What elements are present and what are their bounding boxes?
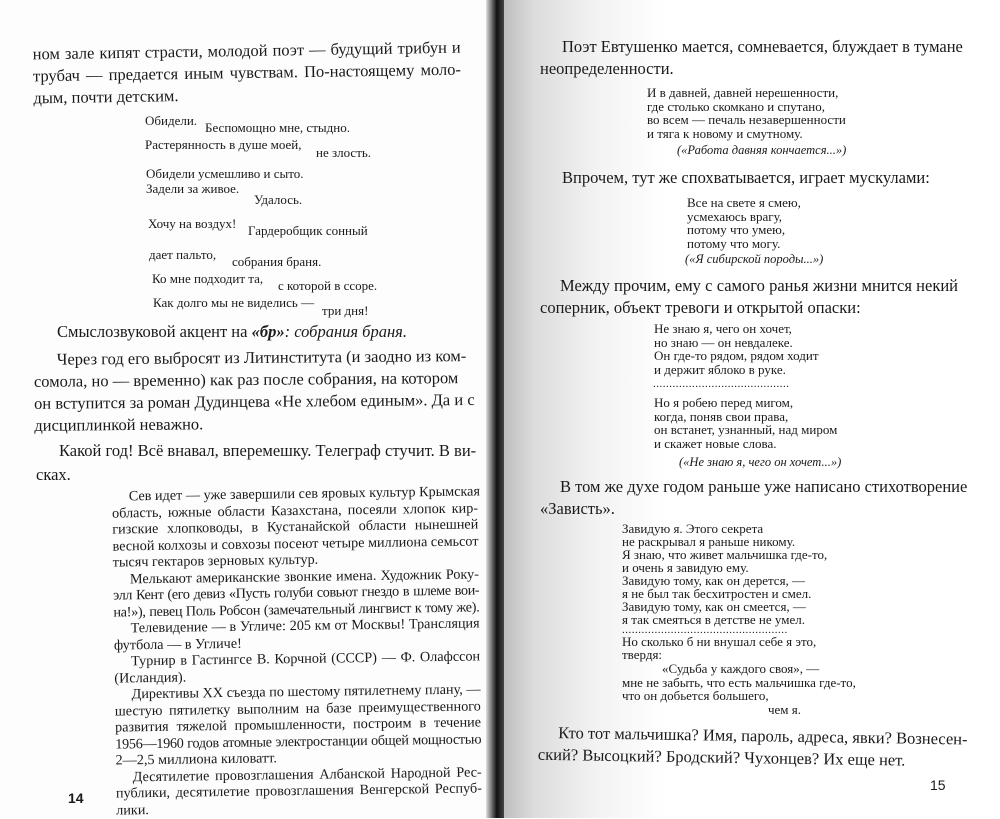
text-line: публики, десятилетие провозглашения Венгерской Респуб-: [115, 780, 483, 802]
poem-line: и очень я завидую ему.: [622, 560, 749, 575]
text-line: лики.: [116, 801, 150, 819]
text-line: ский? Высоцкий? Бродский? Чухонцев? Их еще нет.: [537, 744, 906, 770]
poem-line: дает пальто,: [149, 247, 217, 262]
poem-line: Задели за живое.: [146, 181, 240, 196]
text-line: сках.: [36, 465, 71, 484]
poem-line: Все на свете я смею,: [687, 195, 801, 210]
poem-line: я так смеяться в детстве не умел.: [622, 612, 805, 627]
text-line: футбола — в Угличе!: [113, 635, 242, 654]
poem-line: Он где-то рядом, рядом ходит: [654, 348, 819, 363]
text-line: он вступится за роман Дудинцева «Не хлебом единым». Да и с: [34, 389, 475, 413]
text-line: (Исландия).: [114, 669, 187, 687]
text-line: соперник, объект тревоги и открытой опаски:: [540, 298, 861, 317]
poem-line: Беспомощно мне, стыдно.: [205, 120, 350, 135]
poem-line: твердя:: [622, 647, 663, 662]
poem-line: три дня!: [322, 303, 369, 318]
ellipsis-separator: ..........................................: [653, 378, 790, 390]
paragraph-expelled: [33, 345, 475, 437]
poem-line: но знаю — он невдалеке.: [654, 334, 793, 350]
poem-line: и тяга к новому и смутному.: [647, 125, 803, 141]
text-line: тысяч гектаров зерновых культур.: [112, 551, 319, 571]
poem-line: Я знаю, что живет мальчишка где-то,: [622, 547, 828, 562]
poem-line: что он добьется большего,: [622, 688, 769, 703]
page-number-left: 14: [68, 790, 84, 806]
text-line: Кто тот мальчишка? Имя, пароль, адреса, явки? Вознесен-: [558, 723, 968, 749]
poem-line: во всем — печаль незавершенности: [647, 112, 846, 127]
text-line: сомола, но — временно) как раз после собрания, на котором: [33, 368, 459, 391]
book-gutter: [486, 0, 504, 818]
text-line: элл Кент (его девиз «Пусть голуби совьют гнездо в шлеме вои-: [113, 582, 480, 604]
text-line: трубач — предается иным чувствам. По-настоящему моло-: [32, 59, 462, 86]
news-excerpt: [112, 483, 483, 818]
paragraph-muscles: Впрочем, тут же спохватывается, играет мускулами:: [562, 168, 930, 187]
paragraph-year: [36, 438, 477, 486]
poem-line: когда, поняв свои права,: [654, 408, 789, 424]
text-line: неопределенности.: [540, 59, 674, 78]
poem-line: потому что умею,: [687, 222, 786, 237]
text-line: Сев идет — уже завершили сев яровых культур Крымская: [128, 483, 481, 505]
text-line: Поэт Евтушенко мается, сомневается, блуждает в тумане: [562, 37, 963, 56]
accent-italic: : собрания браня.: [284, 322, 407, 341]
paragraph-intro: [33, 37, 462, 110]
poem-line: Растерянность в душе моей,: [145, 137, 302, 152]
poem-line: «Судьба у каждого своя», —: [662, 661, 820, 676]
poem-line: И в давней, давней нерешенности,: [647, 85, 839, 100]
page-number-right: 15: [930, 777, 946, 793]
poem-line: и держит яблоко в руке.: [654, 361, 786, 377]
poem-rival-2: [654, 396, 837, 450]
poem-line: не злость.: [316, 145, 372, 160]
poem-rival-1: [654, 322, 819, 376]
poem-line: потому что могу.: [687, 235, 781, 251]
poem-line: усмехаюсь врагу,: [687, 208, 783, 224]
poem-line: и скажет новые слова.: [654, 435, 777, 451]
poem-line: Завидую я. Этого секрета: [622, 521, 764, 536]
citation: («Работа давняя кончается...»): [677, 143, 847, 157]
poem-line: не раскрывал я раньше никому.: [622, 534, 796, 549]
text-line: шестую пятилетку выполним на базе преимущественного: [114, 697, 481, 720]
poem-line: Завидую тому, как он дерется, —: [622, 573, 806, 588]
paragraph-doubt: [540, 36, 963, 80]
poem-line: Обидели усмешливо и сыто.: [146, 166, 304, 181]
poem-line: я не был так бесхитростен и смел.: [622, 586, 812, 601]
poem-line: Но сколько б ни внушал себе я это,: [622, 634, 817, 649]
poem-line: чем я.: [768, 702, 802, 717]
poem-line: Обидели.: [145, 113, 198, 128]
accent-text: Смыслозвуковой акцент на: [57, 322, 252, 341]
text-line: Мелькают американские звонкие имена. Художник Року-: [129, 565, 480, 587]
paragraph-rival: [540, 275, 958, 319]
text-line: гизские хлопководы, в Кустанайской области нынешней: [112, 516, 479, 538]
poem-line: Хочу на воздух!: [148, 216, 237, 231]
poem-envy: [622, 522, 856, 717]
poem-line: Ко мне подходит та,: [152, 271, 264, 286]
poem-siberian: [687, 196, 801, 250]
text-line: Между прочим, ему с самого ранья жизни мнится некий: [560, 276, 958, 295]
text-line: Турнир в Гастингсе В. Корчной (СССР) — Ф. Олафссон: [131, 648, 481, 670]
text-line: 2—2,5 миллиона киловатт.: [115, 750, 278, 769]
citation: («Я сибирской породы...»): [685, 252, 824, 266]
poem-line: Завидую тому, как он смеется, —: [622, 599, 806, 614]
poem-line: где столько скомкано и спутано,: [647, 98, 826, 114]
text-line: развития тяжелой промышленности, построим в течение: [114, 714, 482, 736]
text-line: Какой год! Всё внавал, вперемешку. Телеграф стучит. В ви-: [59, 441, 477, 460]
paragraph-who: [537, 722, 968, 772]
text-line: весной колхозы и совхозы посеют четыре миллиона семьсот: [112, 532, 479, 555]
accent-line: [57, 321, 407, 343]
poem-line: собрания браня.: [232, 254, 322, 269]
text-line: Директивы XX съезда по шестому пятилетнему плану, —: [131, 681, 481, 703]
poem-line: Гардеробщик сонный: [248, 223, 368, 238]
text-line: В том же духе годом раньше уже написано стихотворение: [560, 477, 968, 496]
poem-line: Как долго мы не виделись —: [153, 295, 315, 310]
text-line: «Зависть».: [540, 499, 615, 518]
ellipsis-separator: ...................................................: [622, 624, 788, 636]
text-line: ном зале кипят страсти, молодой поэт — будущий трибун и: [32, 37, 461, 64]
poem-work: [647, 86, 846, 140]
text-line: Десятилетие провозглашения Албанской Народной Рес-: [132, 763, 482, 785]
citation: («Не знаю я, чего он хочет...»): [679, 455, 842, 469]
text-line: дисциплинкой неважно.: [34, 414, 204, 435]
accent-bold: «бр»: [251, 322, 285, 341]
text-line: 1956—1960 годов атомные электростанции общей мощностью: [115, 730, 482, 753]
text-line: на!»), певец Поль Робсон (замечательный лингвист к тому же).: [113, 598, 480, 621]
poem-line: Удалось.: [254, 192, 303, 207]
paragraph-envy: [540, 476, 968, 520]
poem-line: он встанет, узнанный, над миром: [654, 422, 838, 437]
text-line: Через год его выбросят из Литинститута (и заодно из ком-: [56, 346, 467, 369]
text-line: область, южные области Казахстана, посеяли хлопок кир-: [111, 499, 479, 522]
poem-line: Но я робею перед мигом,: [654, 395, 794, 410]
left-page: [0, 0, 492, 818]
text-line: дым, почти детским.: [33, 86, 179, 108]
text-line: Телевидение — в Угличе: 205 км от Москвы! Трансляция: [130, 615, 480, 637]
poem-line: Не знаю я, чего он хочет,: [654, 321, 792, 336]
poem-line: мне не забыть, что есть мальчишка где-то,: [622, 675, 856, 690]
poem-line: с которой в ссоре.: [278, 278, 378, 293]
